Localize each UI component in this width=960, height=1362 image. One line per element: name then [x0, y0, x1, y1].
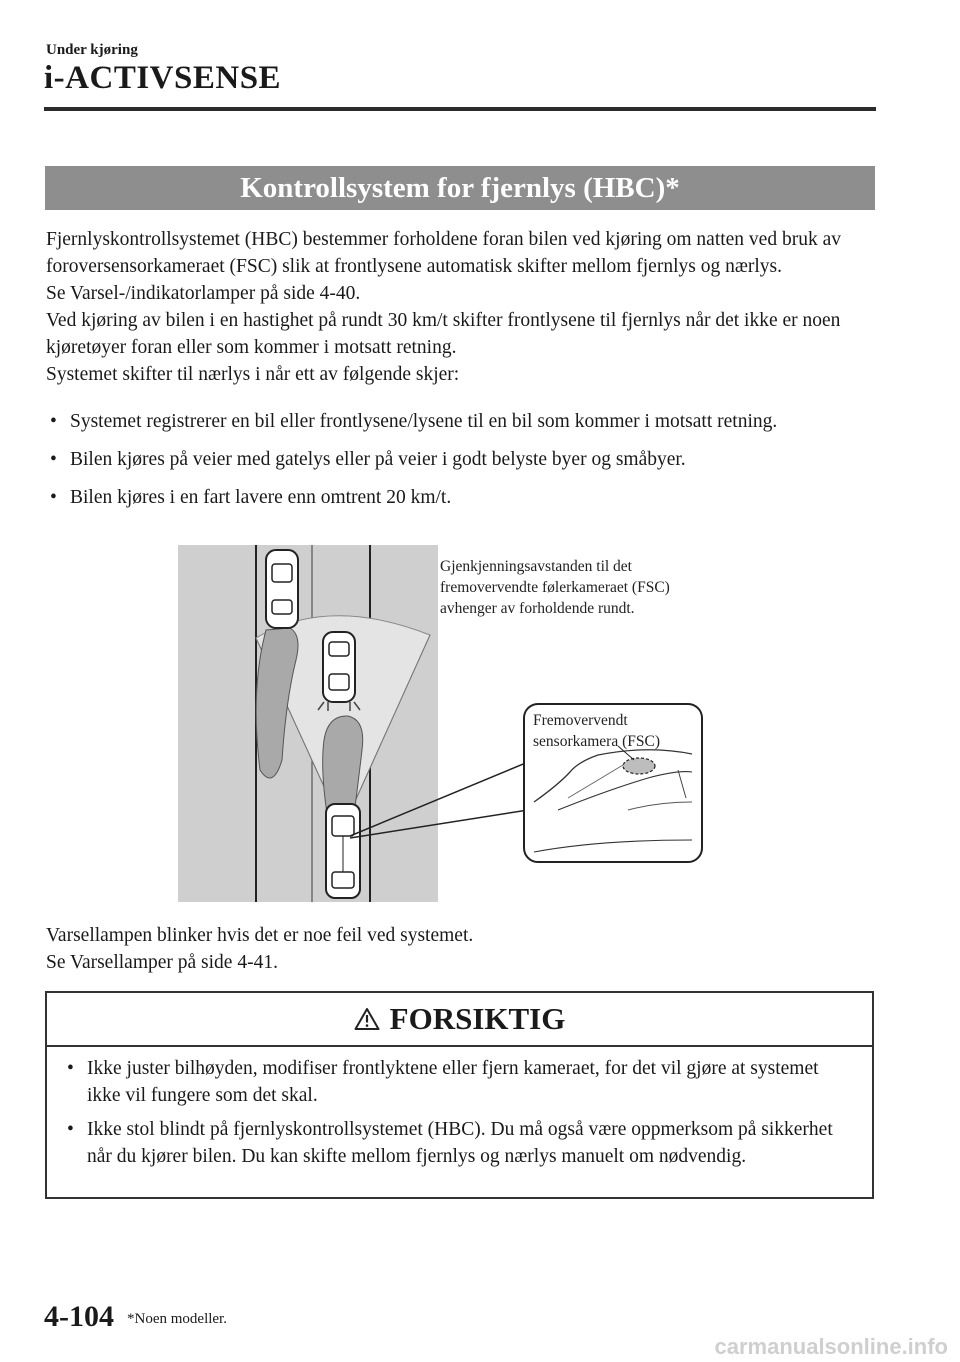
watermark: carmanualsonline.info: [714, 1334, 948, 1359]
section-title: i-ACTIVSENSE: [44, 60, 282, 96]
chapter-label: Under kjøring: [46, 42, 138, 58]
list-item: • Ikke juster bilhøyden, modifiser frontlyktene eller fjern kameraet, for det vil gjøre at systemet ikke vil fungere som det skal.: [63, 1055, 856, 1109]
caution-list: [47, 1047, 872, 1170]
caution-box: [45, 991, 874, 1199]
range-caption: Gjenkjenningsavstanden til det fremovervendte følerkameraet (FSC) avhenger av forholdende rundt.: [440, 558, 670, 617]
warning-text: [46, 922, 473, 976]
warning-triangle-icon: [354, 1007, 380, 1031]
cross-reference-2: Se Varsellamper på side 4-41.: [46, 952, 278, 973]
warning-paragraph: Varsellampen blinker hvis det er noe feil ved systemet.: [46, 925, 474, 946]
intro-paragraph-1: Fjernlyskontrollsystemet (HBC) bestemmer forholdene foran bilen ved kjøring om natten ved bruk av foroversensorkameraet (FSC) slik at frontlysene automatisk skifter mellom fjernlys og nærlys.: [46, 229, 841, 277]
bullet-icon: •: [67, 1058, 74, 1079]
intro-text: [46, 226, 886, 388]
caution-header: [47, 993, 872, 1047]
footnote: *Noen modeller.: [127, 1311, 227, 1327]
intro-paragraph-2: Ved kjøring av bilen i en hastighet på rundt 30 km/t skifter frontlysene til fjernlys når det ikke er noen kjøretøyer foran eller som kommer i motsatt retning.: [46, 310, 841, 358]
topic-heading: Kontrollsystem for fjernlys (HBC)*: [45, 166, 875, 210]
list-item: • Bilen kjøres i en fart lavere enn omtrent 20 km/t.: [46, 484, 886, 511]
intro-paragraph-3: Systemet skifter til nærlys i når ett av følgende skjer:: [46, 364, 460, 385]
bullet-icon: •: [50, 487, 57, 508]
bullet-icon: •: [67, 1119, 74, 1140]
page-number: 4-104: [44, 1300, 114, 1333]
title-divider: [44, 107, 876, 111]
camera-caption: Fremovervendt sensorkamera (FSC): [533, 712, 660, 750]
bullet-icon: •: [50, 449, 57, 470]
bullet-icon: •: [50, 411, 57, 432]
cross-reference-1: Se Varsel-/indikatorlamper på side 4-40.: [46, 283, 361, 304]
condition-list: [46, 408, 886, 522]
list-item: • Ikke stol blindt på fjernlyskontrollsystemet (HBC). Du må også være oppmerksom på sikkerhet når du kjører bilen. Du kan skifte mellom fjernlys og nærlys manuelt om nødvendig.: [63, 1116, 856, 1170]
own-car-icon: [326, 804, 360, 898]
hbc-illustration: [178, 540, 708, 902]
list-item: • Systemet registrerer en bil eller frontlysene/lysene til en bil som kommer i motsatt retning.: [46, 408, 886, 435]
caution-title: FORSIKTIG: [389, 1001, 566, 1036]
oncoming-car-icon: [266, 550, 298, 628]
list-item: • Bilen kjøres på veier med gatelys eller på veier i godt belyste byer og småbyer.: [46, 446, 886, 473]
